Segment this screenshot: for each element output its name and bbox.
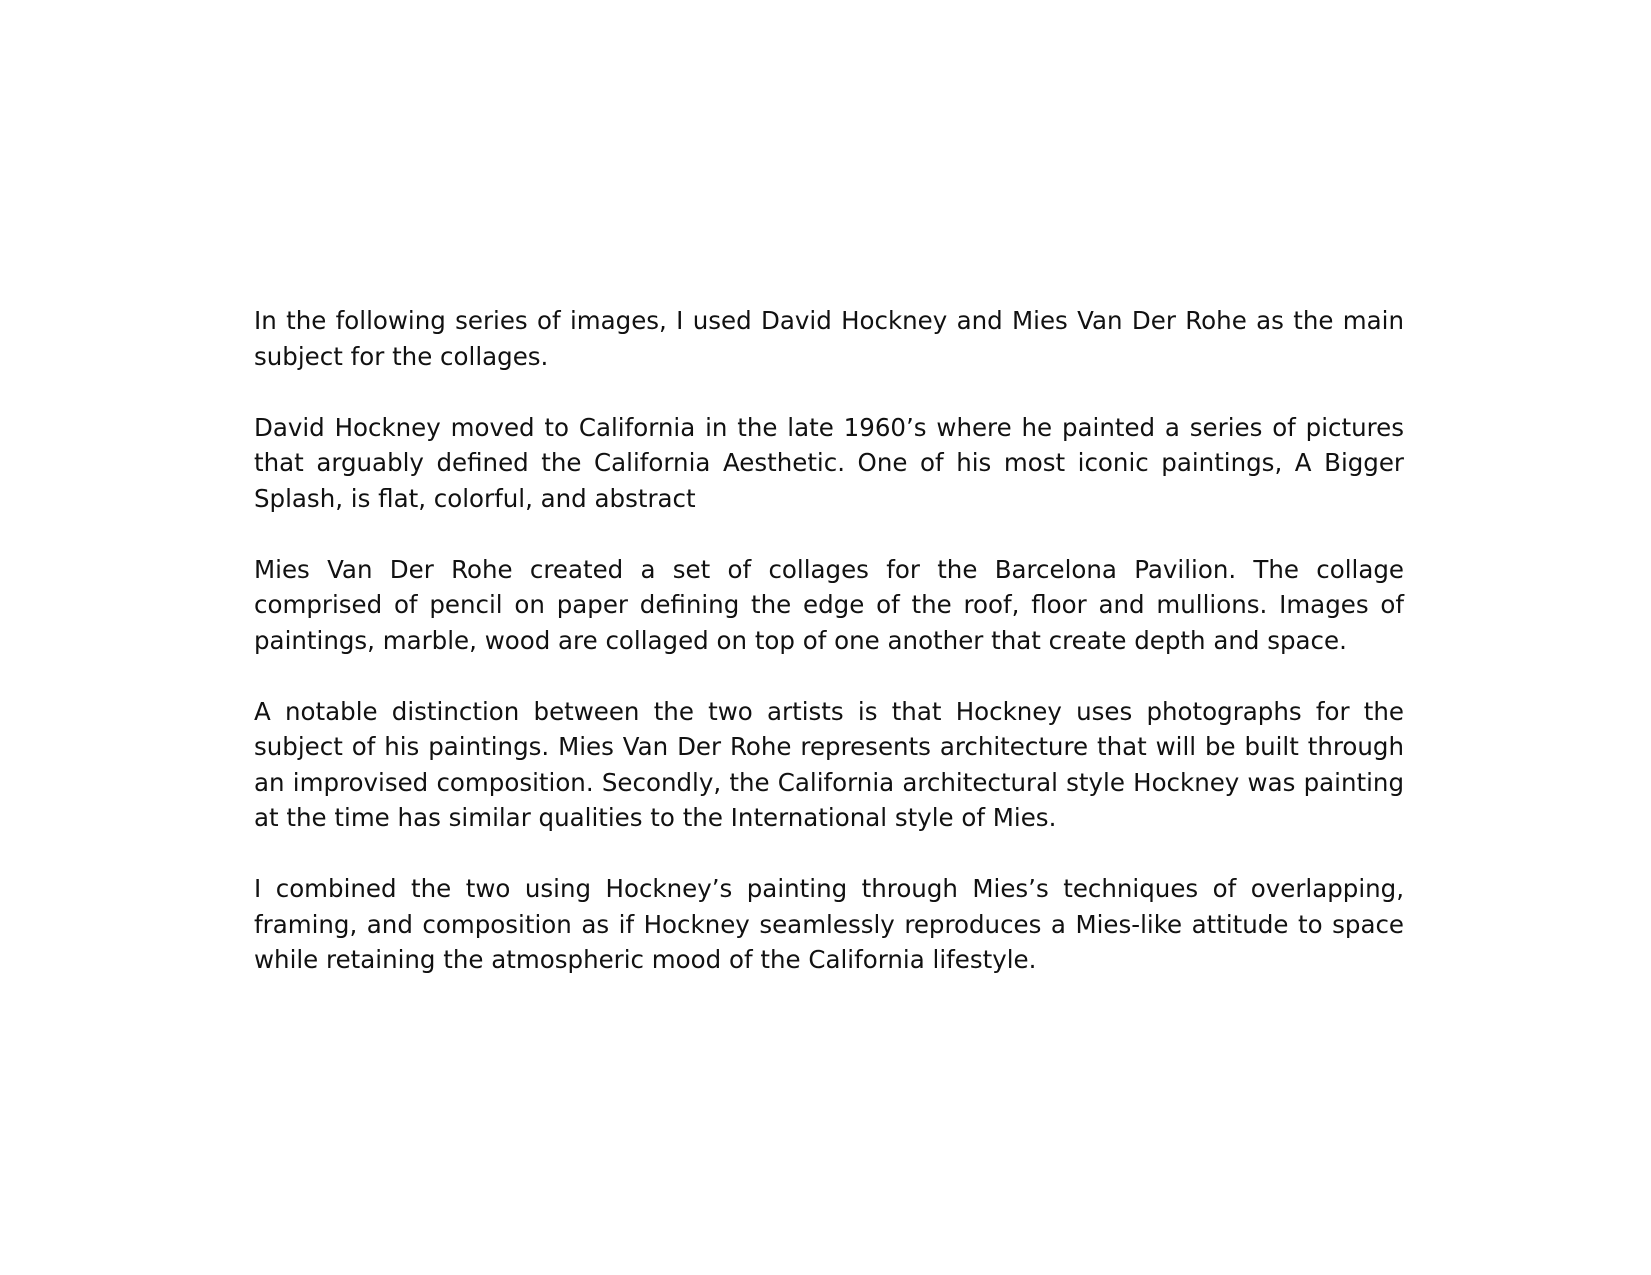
paragraph-combination: I combined the two using Hockney’s painting through Mies’s techniques of overlapping, framing, and composition as if Hockney seamlessly reproduces a Mies-like attitude to space while retaining the atmospheric mood of the California lifestyle. (254, 874, 1404, 974)
paragraph-intro: In the following series of images, I used David Hockney and Mies Van Der Rohe as the main subject for the collages. (254, 306, 1404, 371)
paragraph-mies: Mies Van Der Rohe created a set of collages for the Barcelona Pavilion. The collage comprised of pencil on paper defining the edge of the roof, floor and mullions. Images of paintings, marble, wood are collaged on top of one another that create depth and space. (254, 554, 1404, 655)
body-text (254, 303, 1404, 978)
paragraph-distinction: A notable distinction between the two artists is that Hockney uses photographs for the subject of his paintings. Mies Van Der Rohe represents architecture that will be built through an improvised composition. Secondly, the California architectural style Hockney was painting at the time has similar qualities to the International style of Mies. (254, 696, 1404, 832)
paragraph-hockney: David Hockney moved to California in the late 1960’s where he painted a series of pictures that arguably defined the California Aesthetic. One of his most iconic paintings, A Bigger Splash, is flat, colorful, and abstract (254, 412, 1404, 513)
